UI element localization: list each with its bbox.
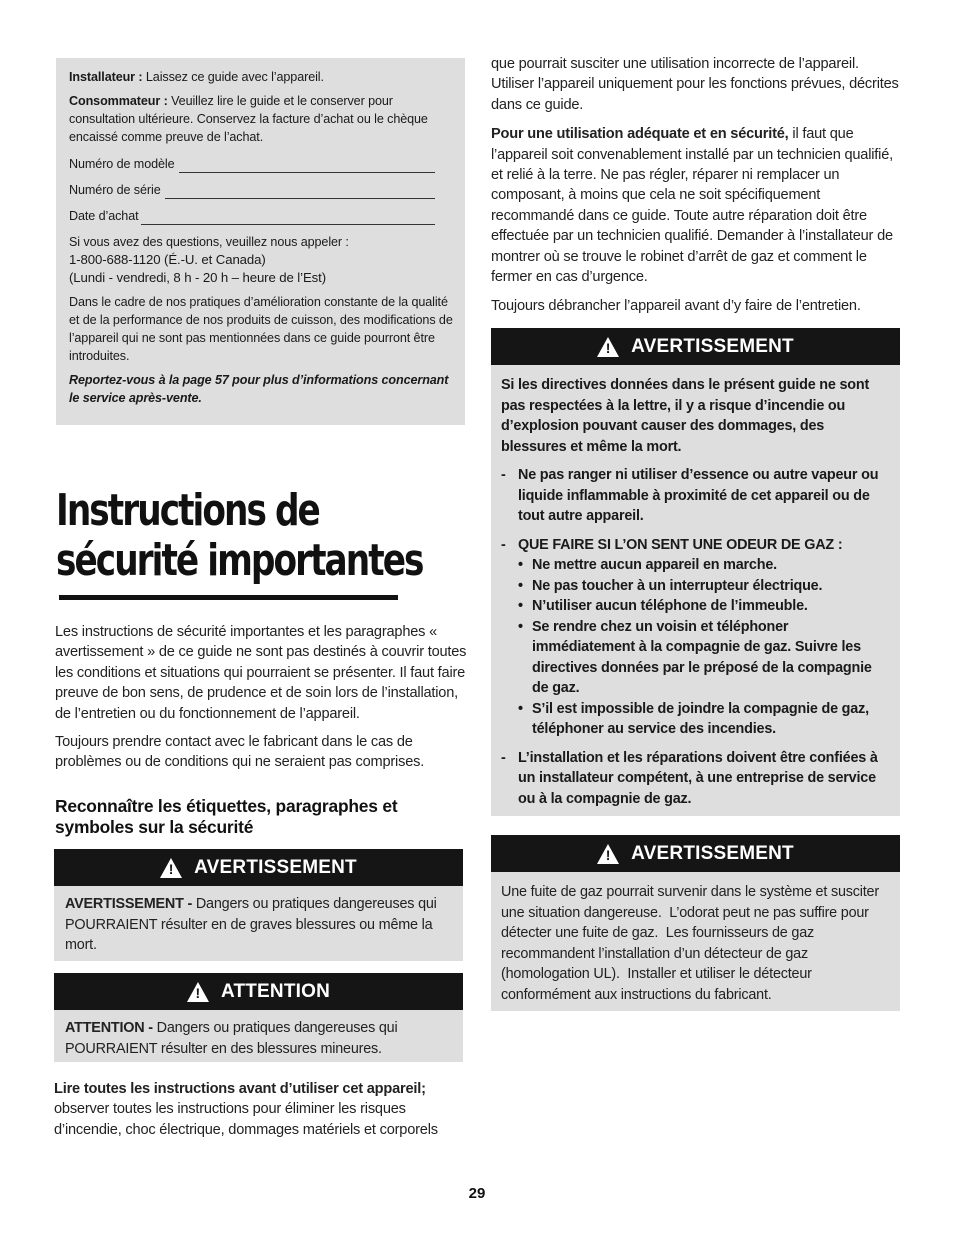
contact-info: Si vous avez des questions, veuillez nous appeler : 1-800-688-1120 (É.-U. et Canada) (Lundi - vendredi, 8 h - 20 h – heure de l’Est)	[69, 235, 349, 285]
warning-triangle-icon: !	[597, 844, 619, 864]
serial-number-field[interactable]: Numéro de série	[69, 181, 453, 199]
intro-paragraph-2: Toujours prendre contact avec le fabricant dans le cas de problèmes ou de conditions qui ne seraient pas comprises.	[55, 734, 425, 771]
page-title: Instructions de sécurité importantes	[56, 485, 423, 586]
intro-section	[55, 622, 467, 781]
improvement-note: Dans le cadre de nos pratiques d’amélioration constante de la qualité et de la performance de nos produits de cuisson, des modifications de l’appareil qui ne sont pas mentionnées dans ce guide pourront être introduites.	[69, 295, 453, 363]
gas-leak-warning-panel: Une fuite de gaz pourrait survenir dans le système et susciter une situation dangereuse. L’odorat peut ne pas suffire pour détecter une fuite de gaz. Les fournisseurs de gaz recommandent l’installation d’un détecteur de gaz (homologation UL). Installer et utiliser le détecteur conformément aux instructions du fabricant.	[491, 872, 900, 1011]
unplug-paragraph: Toujours débrancher l’appareil avant d’y faire de l’entretien.	[491, 298, 861, 315]
warning-triangle-icon: !	[597, 337, 619, 357]
warning-banner: ! AVERTISSEMENT	[491, 835, 900, 872]
service-note: Reportez-vous à la page 57 pour plus d’informations concernant le service après-vente.	[69, 373, 449, 405]
proper-use-paragraph: Pour une utilisation adéquate et en sécurité, il faut que l’appareil soit convenablement installé par un technicien qualifié, et relié à la terre. Ne pas régler, réparer ni remplacer un composant, à moins que cela ne soit spécifiquement recommandé dans ce guide. Toute autre réparation doit être effectuée par un technicien qualifié. Demander à l’installateur de montrer où se trouve le robinet d’arrêt de gaz et comment le fermer en cas d’urgence.	[491, 126, 893, 286]
right-column-text	[491, 54, 899, 325]
gas-warning-intro: Si les directives données dans le présent guide ne sont pas respectées à la lettre, il y a risque d’incendie ou d’explosion pouvant causer des dommages, des blessures et même la mort.	[501, 377, 870, 455]
bullet-item: • S’il est impossible de joindre la compagnie de gaz, téléphoner au service des incendies.	[518, 700, 869, 737]
warning-definition: AVERTISSEMENT - Dangers ou pratiques dangereuses qui POURRAIENT résulter en de graves blessures ou même la mort.	[54, 886, 463, 961]
list-item: - L’installation et les réparations doivent être confiées à un installateur compétent, à une entreprise de service ou à la compagnie de gaz.	[501, 749, 878, 807]
consumer-note: Consommateur : Veuillez lire le guide et le conserver pour consultation ultérieure. Conservez la facture d’achat ou le chèque encaissé comme preuve de l’achat.	[69, 94, 428, 144]
bullet-item: • Ne pas toucher à un interrupteur électrique.	[518, 577, 823, 594]
caution-banner: ! ATTENTION	[54, 973, 463, 1010]
page-number: 29	[468, 1185, 486, 1202]
intro-paragraph-1: Les instructions de sécurité importantes et les paragraphes « avertissement » de ce guide ne sont pas destinés à couvrir toutes les conditions et situations qui pourraient se présenter. Il faut faire preuve de bon sens, de prudence et de soin lors de l’installation, de l’entretien ou du fonctionnement de l’appareil.	[55, 624, 467, 722]
bullet-item: • N’utiliser aucun téléphone de l’immeuble.	[518, 598, 808, 614]
section-heading: Reconnaître les étiquettes, paragraphes et symboles sur la sécurité	[55, 796, 398, 837]
warning-triangle-icon: !	[160, 858, 182, 878]
bullet-item: • Se rendre chez un voisin et téléphoner immédiatement à la compagnie de gaz. Suivre les directives données par le préposé de la compagnie de gaz.	[518, 618, 872, 696]
purchase-date-field[interactable]: Date d’achat	[69, 207, 453, 225]
gas-warning-panel	[491, 365, 900, 816]
warning-banner: ! AVERTISSEMENT	[54, 849, 463, 886]
read-all-instructions: Lire toutes les instructions avant d’utiliser cet appareil; observer toutes les instructions pour éliminer les risques d’incendie, choc électrique, dommages matériels et corporels	[54, 1081, 438, 1138]
bullet-item: • Ne mettre aucun appareil en marche.	[518, 557, 777, 573]
installer-info-box	[56, 58, 465, 425]
continued-paragraph: que pourrait susciter une utilisation incorrecte de l’appareil. Utiliser l’appareil uniquement pour les fonctions prévues, décrites dans ce guide.	[491, 56, 899, 113]
warning-triangle-icon: !	[187, 982, 209, 1002]
caution-definition: ATTENTION - Dangers ou pratiques dangereuses qui POURRAIENT résulter en des blessures mineures.	[54, 1010, 463, 1062]
installer-note: Installateur : Laissez ce guide avec l’appareil.	[69, 70, 324, 84]
model-number-field[interactable]: Numéro de modèle	[69, 155, 453, 173]
title-underline	[59, 595, 398, 600]
warning-banner: ! AVERTISSEMENT	[491, 328, 900, 365]
list-item: - QUE FAIRE SI L’ON SENT UNE ODEUR DE GAZ :	[501, 536, 843, 553]
list-item: - Ne pas ranger ni utiliser d’essence ou autre vapeur ou liquide inflammable à proximité de cet appareil ou de tout autre appareil.	[501, 467, 879, 524]
